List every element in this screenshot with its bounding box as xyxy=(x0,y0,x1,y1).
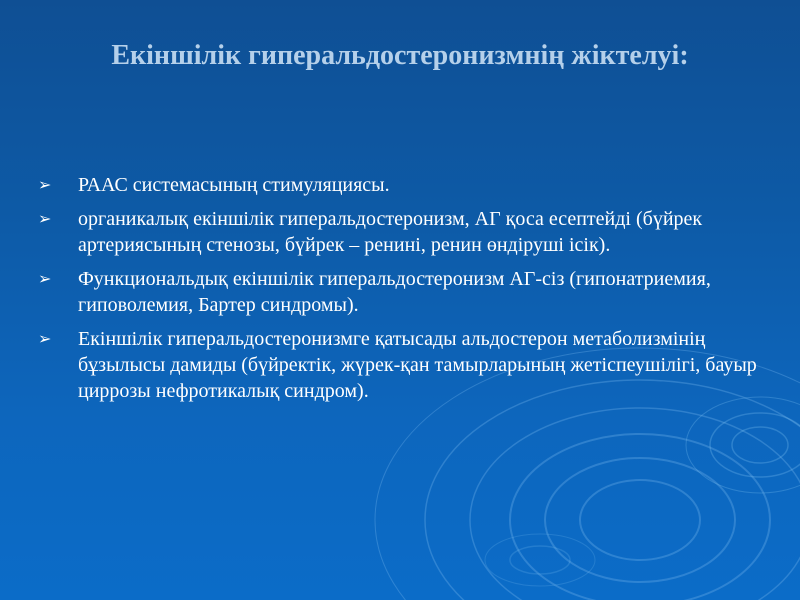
bullet-item xyxy=(38,266,758,318)
bullet-item xyxy=(38,172,758,198)
arrowhead-bullet-icon: ➢ xyxy=(38,209,52,228)
slide-title: Екіншілік гиперальдостеронизмнің жіктелуі: xyxy=(111,40,689,71)
bullet-text: Функциональдық екіншілік гиперальдостеронизм АГ-сіз (гипонатриемия, гиповолемия, Бартер синдромы). xyxy=(78,268,711,316)
bullet-text: Екіншілік гиперальдостеронизмге қатысады альдостерон метаболизмінің бұзылысы дамиды (бүйректік, жүрек-қан тамырларының жетіспеушілігі, бауыр циррозы нефротикалық синдром). xyxy=(78,328,757,402)
arrowhead-bullet-icon: ➢ xyxy=(38,329,52,348)
bullet-item xyxy=(38,206,758,258)
bullet-text: органикалық екіншілік гиперальдостеронизм, АГ қоса есептейді (бүйрек артериясының стенозы, бүйрек – ренині, ренин өндіруші ісік). xyxy=(78,208,703,256)
bullet-list xyxy=(38,172,758,412)
bullet-text: РААС системасының стимуляциясы. xyxy=(78,174,390,196)
arrowhead-bullet-icon: ➢ xyxy=(38,175,52,194)
bullet-item xyxy=(38,326,758,404)
arrowhead-bullet-icon: ➢ xyxy=(38,269,52,288)
